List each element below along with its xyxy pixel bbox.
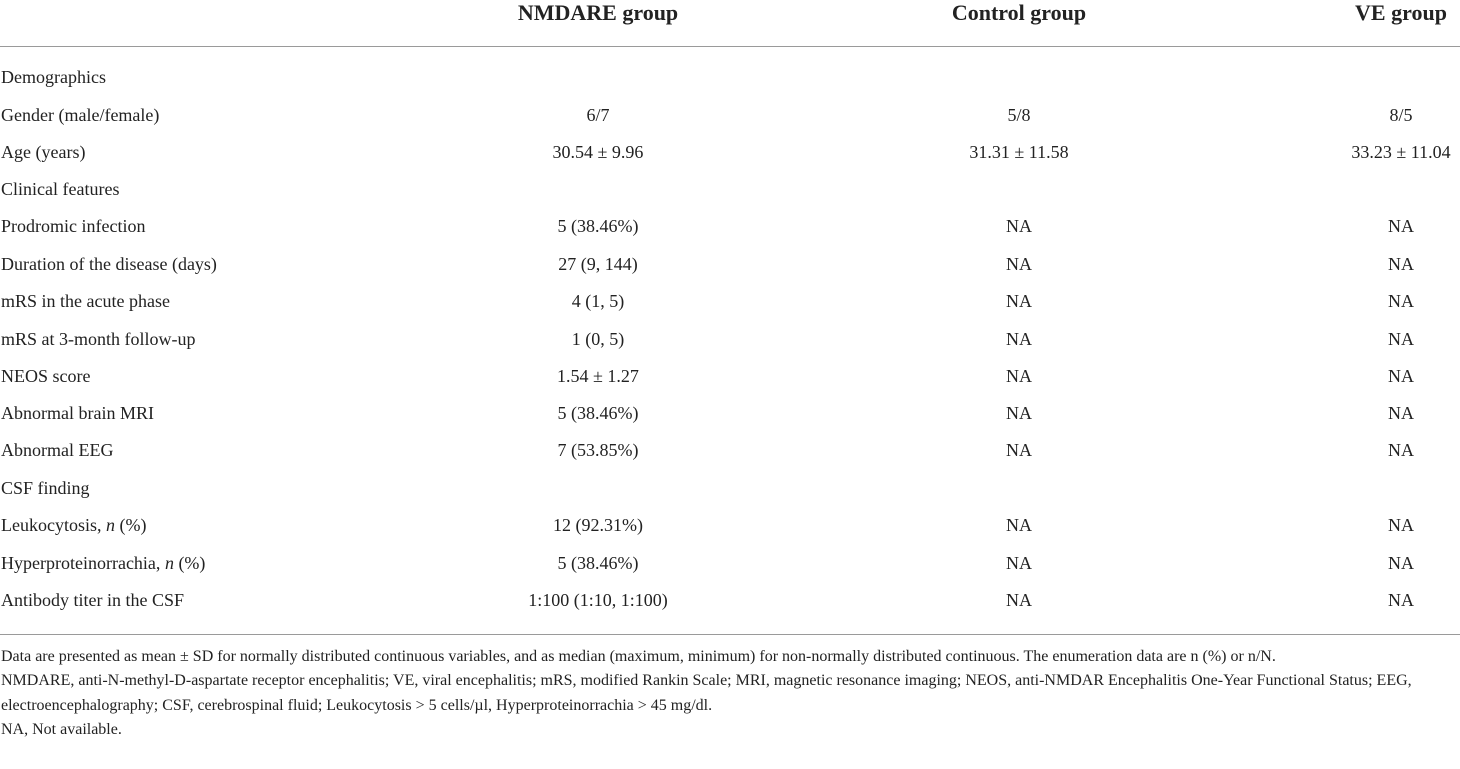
cell-nmdare: 7 (53.85%) bbox=[557, 440, 639, 460]
cell-ve: 8/5 bbox=[1389, 105, 1413, 125]
table-row bbox=[0, 283, 1460, 320]
table-row bbox=[0, 545, 1460, 582]
cell-nmdare: 1:100 (1:10, 1:100) bbox=[528, 590, 668, 610]
table-row bbox=[0, 134, 1460, 171]
cell-control: NA bbox=[1006, 254, 1032, 274]
footnote-na: NA, Not available. bbox=[1, 721, 122, 739]
cell-control: NA bbox=[1006, 329, 1032, 349]
cell-control: NA bbox=[1006, 440, 1032, 460]
table-row bbox=[0, 358, 1460, 395]
cell-nmdare: 4 (1, 5) bbox=[571, 291, 625, 311]
cell-control: 31.31 ± 11.58 bbox=[969, 142, 1069, 162]
row-label-italic: n bbox=[106, 515, 115, 535]
table-row bbox=[0, 171, 1460, 208]
row-label-italic: n bbox=[164, 553, 174, 573]
cell-ve: NA bbox=[1388, 440, 1414, 460]
header-control-group: Control group bbox=[951, 0, 1087, 25]
row-label-text: Hyperproteinorrachia, bbox=[1, 553, 161, 573]
row-label-suffix: (%) bbox=[178, 553, 206, 573]
row-label: Abnormal brain MRI bbox=[1, 403, 154, 423]
table-header bbox=[0, 0, 1460, 30]
table-row bbox=[0, 59, 1460, 96]
row-label bbox=[1, 545, 205, 582]
row-label: Clinical features bbox=[1, 179, 120, 199]
cell-nmdare: 5 (38.46%) bbox=[557, 403, 639, 423]
cell-control: NA bbox=[1006, 515, 1032, 535]
table-row bbox=[0, 97, 1460, 134]
footnote-statistics: Data are presented as mean ± SD for normally distributed continuous variables, and as median (maximum, minimum) for non-normally distributed continuous. The enumeration data are n (%) or n/N. bbox=[1, 648, 1276, 665]
cell-nmdare: 1.54 ± 1.27 bbox=[557, 366, 639, 386]
cell-control: NA bbox=[1006, 291, 1032, 311]
table-footnotes bbox=[1, 645, 1456, 743]
cell-nmdare: 5 (38.46%) bbox=[557, 216, 639, 236]
table-row bbox=[0, 582, 1460, 619]
cell-nmdare: 6/7 bbox=[586, 105, 610, 125]
cell-control: NA bbox=[1006, 403, 1032, 423]
cell-nmdare: 5 (38.46%) bbox=[557, 553, 639, 573]
cell-ve: NA bbox=[1388, 553, 1414, 573]
row-label: Age (years) bbox=[1, 142, 86, 162]
row-label: Gender (male/female) bbox=[1, 105, 160, 125]
cell-ve: NA bbox=[1388, 403, 1414, 423]
table-row bbox=[0, 246, 1460, 283]
row-label-suffix: (%) bbox=[119, 515, 147, 535]
row-label-text: Leukocytosis, bbox=[1, 515, 102, 535]
cell-ve: NA bbox=[1388, 590, 1414, 610]
cell-ve: NA bbox=[1388, 329, 1414, 349]
cell-ve: 33.23 ± 11.04 bbox=[1351, 142, 1451, 162]
table-row bbox=[0, 470, 1460, 507]
cell-control: 5/8 bbox=[1007, 105, 1031, 125]
row-label: Prodromic infection bbox=[1, 216, 146, 236]
header-ve-group: VE group bbox=[1355, 0, 1447, 25]
header-nmdare-group: NMDARE group bbox=[517, 0, 679, 25]
cell-nmdare: 30.54 ± 9.96 bbox=[552, 142, 644, 162]
table-row bbox=[0, 432, 1460, 469]
cell-nmdare: 12 (92.31%) bbox=[553, 515, 643, 535]
cell-control: NA bbox=[1006, 590, 1032, 610]
footer-rule bbox=[0, 634, 1460, 635]
row-label: mRS in the acute phase bbox=[1, 291, 170, 311]
cell-control: NA bbox=[1006, 216, 1032, 236]
table-row bbox=[0, 507, 1460, 544]
row-label: Duration of the disease (days) bbox=[1, 254, 217, 274]
cell-nmdare: 27 (9, 144) bbox=[558, 254, 638, 274]
cell-ve: NA bbox=[1388, 216, 1414, 236]
cell-ve: NA bbox=[1388, 254, 1414, 274]
row-label bbox=[1, 507, 146, 544]
row-label: Abnormal EEG bbox=[1, 440, 114, 460]
cell-control: NA bbox=[1006, 553, 1032, 573]
cell-nmdare: 1 (0, 5) bbox=[571, 329, 625, 349]
row-label: CSF finding bbox=[1, 478, 90, 498]
row-label: Antibody titer in the CSF bbox=[1, 590, 185, 610]
row-label: Demographics bbox=[1, 67, 106, 87]
row-label: mRS at 3-month follow-up bbox=[1, 329, 196, 349]
table-row bbox=[0, 321, 1460, 358]
table-row bbox=[0, 395, 1460, 432]
cell-ve: NA bbox=[1388, 291, 1414, 311]
cell-ve: NA bbox=[1388, 515, 1414, 535]
cell-control: NA bbox=[1006, 366, 1032, 386]
header-rule bbox=[0, 46, 1460, 47]
row-label: NEOS score bbox=[1, 366, 91, 386]
cell-ve: NA bbox=[1388, 366, 1414, 386]
table-row bbox=[0, 208, 1460, 245]
footnote-abbreviations: NMDARE, anti-N-methyl-D-aspartate receptor encephalitis; VE, viral encephalitis; mRS, modified Rankin Scale; MRI, magnetic resonance imaging; NEOS, anti-NMDAR Encephalitis One-Year Functional Status; EEG, electroencephalography; CSF, cerebrospinal fluid; Leukocytosis > 5 cells/µl, Hyperproteinorrachia > 45 mg/dl. bbox=[1, 672, 1412, 714]
